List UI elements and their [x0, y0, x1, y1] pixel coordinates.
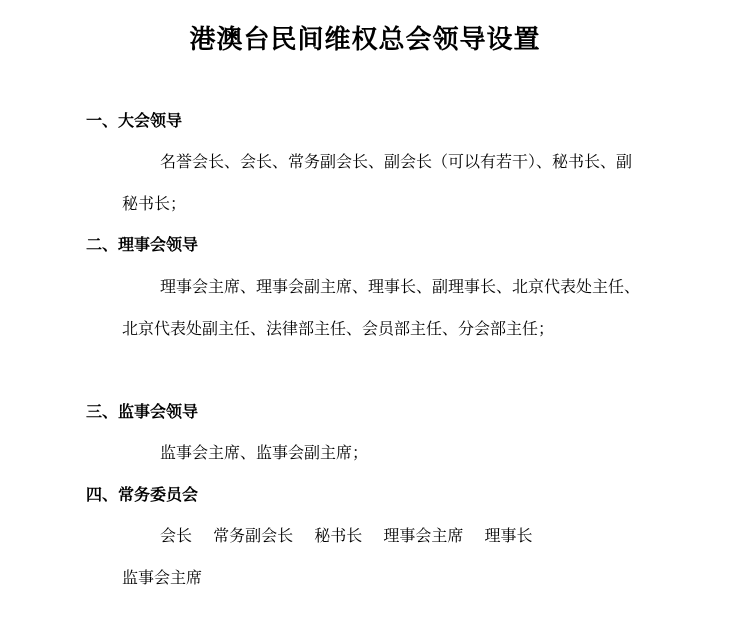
- committee-member: 会长: [160, 526, 193, 545]
- standing-committee-members: [160, 524, 548, 548]
- committee-member: 秘书长: [314, 526, 363, 545]
- section-heading-standing-committee: 四、常务委员会: [86, 485, 199, 504]
- section-body-council: 理事会主席、理事会副主席、理事长、副理事长、北京代表处主任、北京代表处副主任、法律部主任、会员部主任、分会部主任；: [122, 277, 641, 338]
- committee-member: 常务副会长: [213, 526, 294, 545]
- committee-member: 理事会主席: [383, 526, 464, 545]
- committee-member: 理事长: [484, 526, 533, 545]
- section-body-general-assembly: 名誉会长、会长、常务副会长、副会长（可以有若干）、秘书长、副秘书长；: [122, 152, 633, 213]
- committee-member: 监事会主席: [122, 568, 203, 587]
- section-body-supervisory-board: 监事会主席、监事会副主席；: [160, 443, 369, 462]
- document-title: 港澳台民间维权总会领导设置: [189, 25, 541, 55]
- section-heading-general-assembly: 一、大会领导: [86, 111, 183, 130]
- section-heading-council: 二、理事会领导: [86, 235, 199, 254]
- section-heading-supervisory-board: 三、监事会领导: [86, 402, 199, 421]
